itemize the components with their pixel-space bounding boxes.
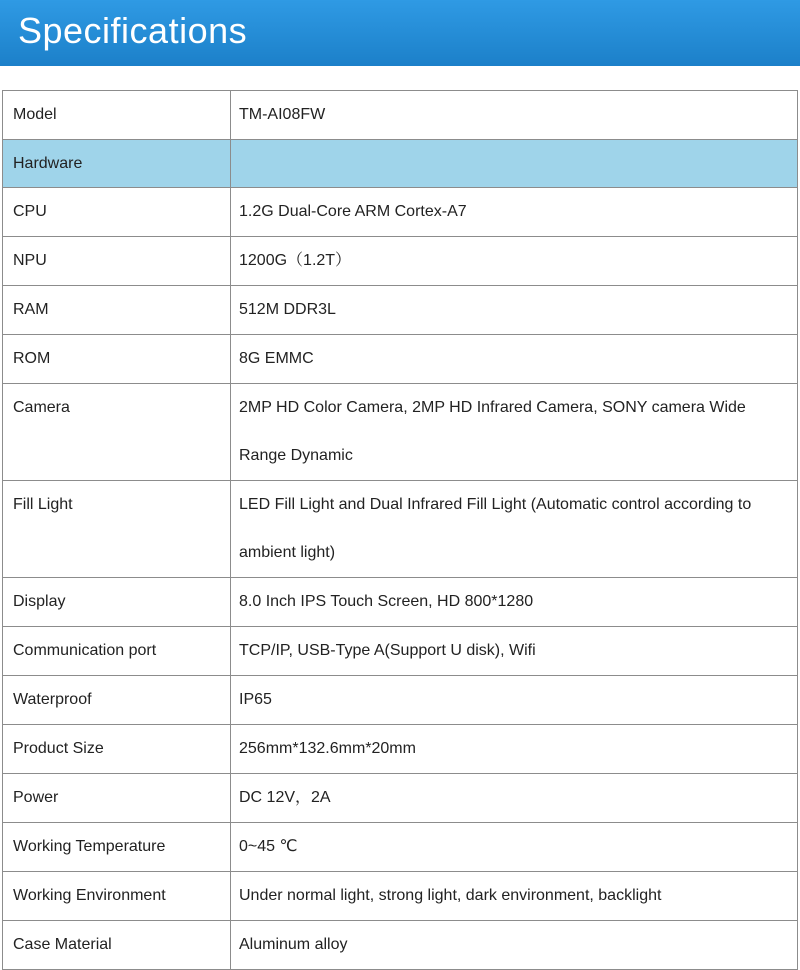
row-label: Product Size — [3, 725, 231, 774]
table-row-model — [3, 91, 798, 140]
table-row — [3, 188, 798, 237]
row-label: Display — [3, 578, 231, 627]
row-label: Model — [3, 91, 231, 140]
row-value: 256mm*132.6mm*20mm — [231, 725, 798, 774]
section-row-hardware — [3, 140, 798, 188]
table-row — [3, 286, 798, 335]
row-label: Waterproof — [3, 676, 231, 725]
row-label: Working Environment — [3, 872, 231, 921]
table-row — [3, 627, 798, 676]
row-value: Aluminum alloy — [231, 921, 798, 970]
row-value: LED Fill Light and Dual Infrared Fill Light (Automatic control according to ambient light) — [231, 481, 798, 578]
row-value: 2MP HD Color Camera, 2MP HD Infrared Camera, SONY camera Wide Range Dynamic — [231, 384, 798, 481]
table-row — [3, 481, 798, 578]
section-label: Hardware — [3, 140, 231, 188]
row-value: IP65 — [231, 676, 798, 725]
row-value: TM-AI08FW — [231, 91, 798, 140]
row-value: 8G EMMC — [231, 335, 798, 384]
spec-table — [2, 90, 798, 970]
row-value: 1200G（1.2T） — [231, 237, 798, 286]
row-value: 8.0 Inch IPS Touch Screen, HD 800*1280 — [231, 578, 798, 627]
row-label: Communication port — [3, 627, 231, 676]
table-row — [3, 384, 798, 481]
row-label: RAM — [3, 286, 231, 335]
row-value: Under normal light, strong light, dark environment, backlight — [231, 872, 798, 921]
row-value: TCP/IP, USB-Type A(Support U disk), Wifi — [231, 627, 798, 676]
row-label: Fill Light — [3, 481, 231, 578]
row-label: CPU — [3, 188, 231, 237]
row-label: ROM — [3, 335, 231, 384]
row-value: DC 12V，2A — [231, 774, 798, 823]
page-title: Specifications — [18, 10, 248, 51]
section-value — [231, 140, 798, 188]
table-row — [3, 774, 798, 823]
table-row — [3, 578, 798, 627]
table-row — [3, 725, 798, 774]
row-label: NPU — [3, 237, 231, 286]
row-label: Power — [3, 774, 231, 823]
row-label: Case Material — [3, 921, 231, 970]
table-row — [3, 921, 798, 970]
row-label: Camera — [3, 384, 231, 481]
row-label: Working Temperature — [3, 823, 231, 872]
header-banner — [0, 0, 800, 66]
table-row — [3, 335, 798, 384]
row-value: 1.2G Dual-Core ARM Cortex-A7 — [231, 188, 798, 237]
table-row — [3, 676, 798, 725]
row-value: 512M DDR3L — [231, 286, 798, 335]
table-row — [3, 237, 798, 286]
table-row — [3, 823, 798, 872]
row-value: 0~45 ℃ — [231, 823, 798, 872]
table-row — [3, 872, 798, 921]
